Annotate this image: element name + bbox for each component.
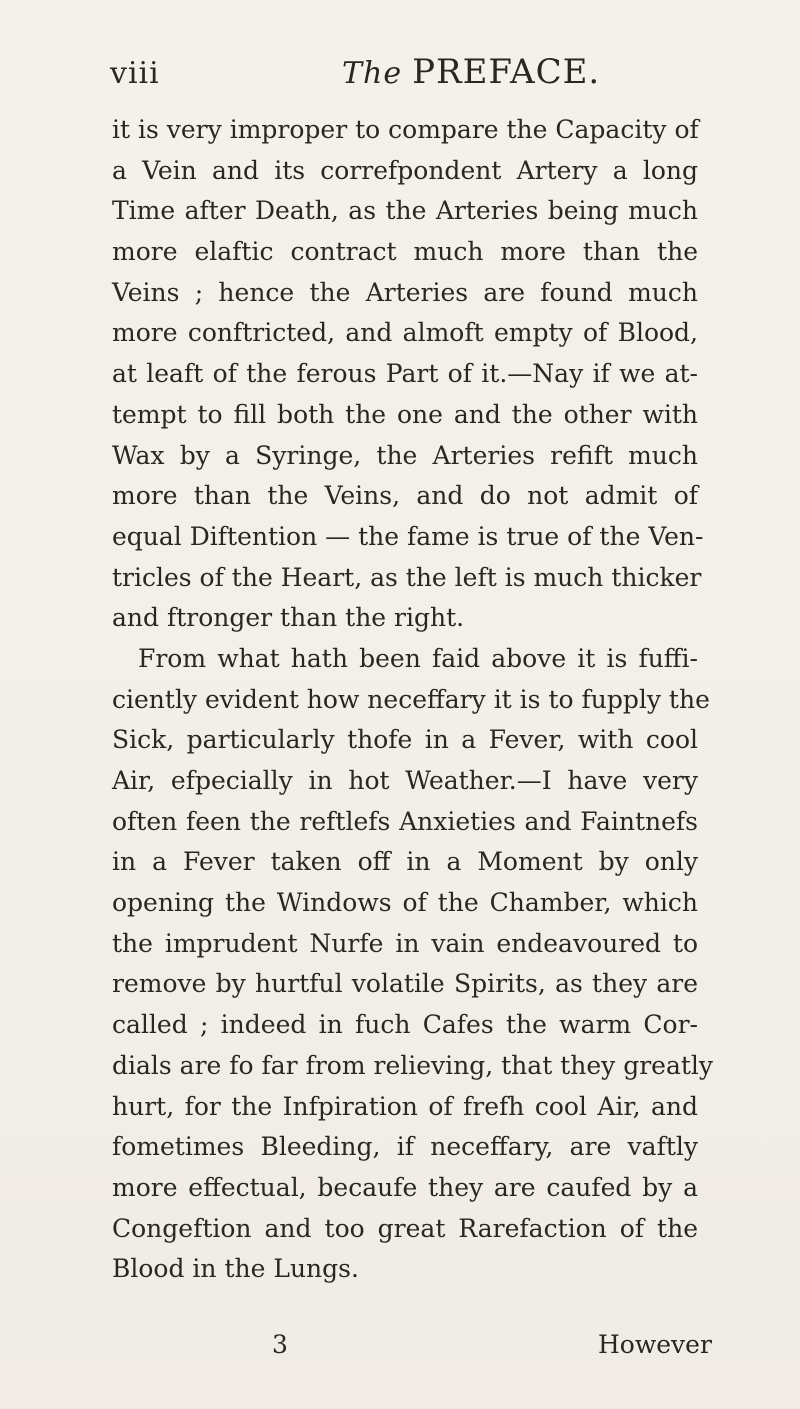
running-head-title: PREFACE. — [412, 52, 601, 92]
text-line: From what hath been faid above it is fuffi- — [138, 643, 698, 673]
page-footer — [0, 1330, 800, 1370]
text-line: equal Diftention — the fame is true of the Ven- — [112, 521, 704, 551]
running-head — [342, 52, 600, 92]
text-line: Time after Death, as the Arteries being much — [112, 196, 698, 226]
text-line: more effectual, becaufe they are caufed by a — [112, 1172, 698, 1202]
text-line: ciently evident how neceffary it is to fupply the — [112, 684, 710, 714]
text-line: dials are fo far from relieving, that they greatly — [112, 1050, 714, 1080]
catchword: However — [598, 1330, 712, 1359]
text-line: Sick, particularly thofe in a Fever, with cool — [112, 725, 698, 755]
text-line: more conftricted, and almoft empty of Blood, — [112, 318, 698, 348]
page-header — [0, 50, 800, 100]
text-line: opening the Windows of the Chamber, which — [112, 888, 698, 918]
text-line: Congeftion and too great Rarefaction of the — [112, 1213, 698, 1243]
text-line: it is very improper to compare the Capacity of — [112, 115, 699, 144]
text-line: in a Fever taken off in a Moment by only — [112, 847, 698, 877]
signature-mark: 3 — [272, 1330, 288, 1359]
text-line: more elaftic contract much more than the — [112, 237, 698, 267]
text-line: often feen the reftlefs Anxieties and Faintnefs — [112, 806, 698, 836]
text-line: Wax by a Syringe, the Arteries refift much — [112, 440, 698, 470]
text-line: Veins ; hence the Arteries are found much — [112, 277, 698, 307]
text-line: fometimes Bleeding, if neceffary, are vaftly — [112, 1132, 698, 1162]
text-line: tempt to fill both the one and the other with — [112, 399, 698, 429]
text-line: Blood in the Lungs. — [112, 1254, 359, 1284]
text-line: called ; indeed in fuch Cafes the warm Cor- — [112, 1010, 698, 1040]
text-line: a Vein and its correfpondent Artery a long — [112, 155, 698, 185]
text-line: and ftronger than the right. — [112, 603, 465, 633]
page-number: viii — [110, 56, 160, 91]
running-head-prefix: The — [342, 56, 403, 91]
text-line: remove by hurtful volatile Spirits, as they are — [112, 969, 698, 999]
text-line: the imprudent Nurfe in vain endeavoured to — [112, 928, 698, 958]
text-line: tricles of the Heart, as the left is much thicker — [112, 562, 702, 592]
body-text — [112, 110, 714, 1290]
text-line: at leaft of the ferous Part of it.—Nay if we at- — [112, 359, 698, 389]
text-line: Air, efpecially in hot Weather.—I have very — [112, 766, 698, 795]
text-line: hurt, for the Infpiration of frefh cool Air, and — [112, 1091, 698, 1121]
text-line: more than the Veins, and do not admit of — [112, 481, 698, 511]
